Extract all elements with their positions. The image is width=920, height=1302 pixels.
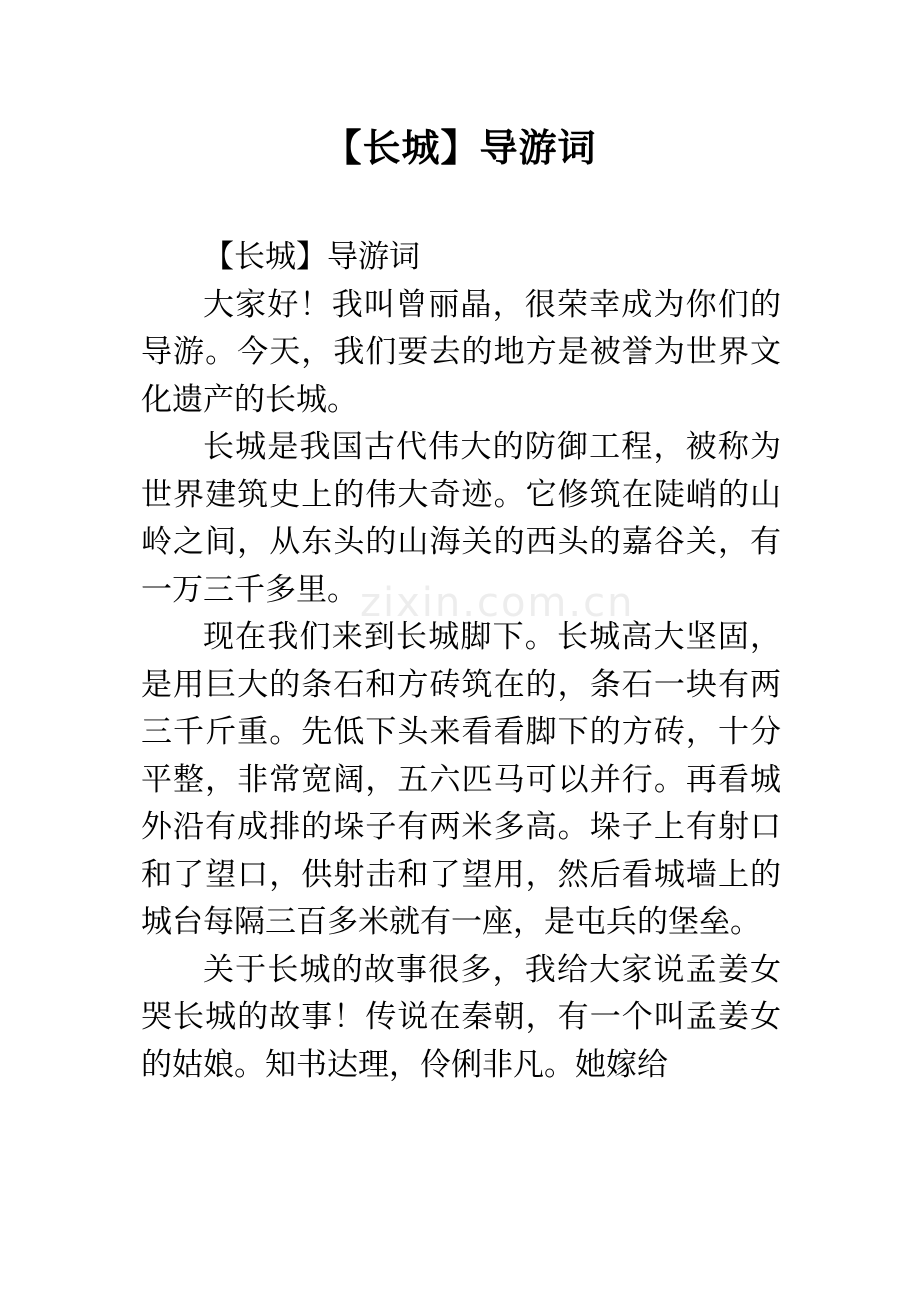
- watermark: zixin.com.cn: [360, 580, 635, 626]
- document-subtitle: 【长城】导游词: [203, 239, 420, 275]
- paragraph-story: 关于长城的故事很多，我给大家说孟姜女哭长城的故事！传说在秦朝，有一个叫孟姜女的姑娘。知书达理，伶俐非凡。她嫁给: [141, 951, 781, 1083]
- paragraph-description: 现在我们来到长城脚下。长城高大坚固，是用巨大的条石和方砖筑在的，条石一块有两三千斤重。先低下头来看看脚下的方砖，十分平整，非常宽阔，五六匹马可以并行。再看城外沿有成排的垛子有两米多高。垛子上有射口和了望口，供射击和了望用，然后看城墙上的城台每隔三百多米就有一座，是屯兵的堡垒。: [141, 619, 781, 940]
- document-body: [141, 234, 781, 1089]
- document-title: 【长城】导游词: [323, 126, 597, 170]
- paragraph-greeting: 大家好！我叫曾丽晶，很荣幸成为你们的导游。今天，我们要去的地方是被誉为世界文化遗产的长城。: [141, 286, 781, 418]
- paragraph-introduction: 长城是我国古代伟大的防御工程，被称为世界建筑史上的伟大奇迹。它修筑在陡峭的山岭之间，从东头的山海关的西头的嘉谷关，有一万三千多里。: [141, 429, 781, 608]
